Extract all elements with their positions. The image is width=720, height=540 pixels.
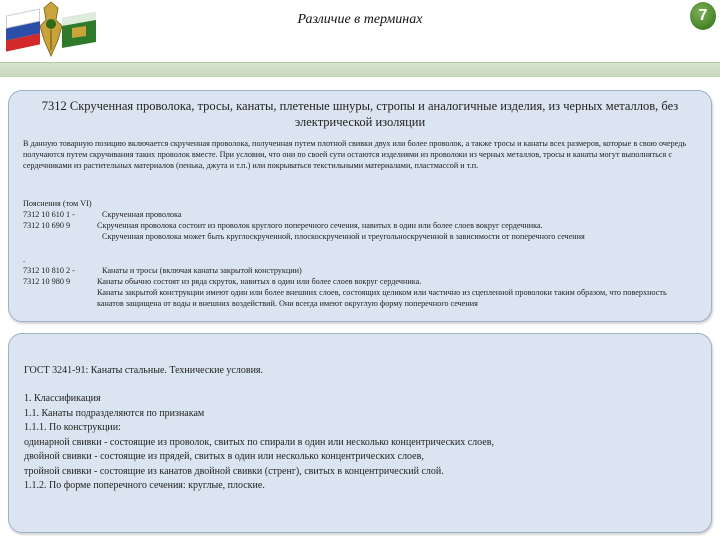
row-code: 7312 10 980 9 <box>23 277 71 286</box>
list-item: тройной свивки - состоящие из канатов двойной свивки (стренг), свитых в концентрический слой. <box>24 465 444 477</box>
gost-title: ГОСТ 3241-91: Канаты стальные. Технические условия. <box>24 365 264 376</box>
tariff-heading: 7312 Скрученная проволока, тросы, канаты, плетеные шнуры, стропы и аналогичные изделия, из черных металлов, без электрической изоляции <box>41 99 679 129</box>
header-divider <box>0 62 720 77</box>
notes-heading: Пояснения (том VI) <box>23 199 92 208</box>
list-item: двойной свивки - состоящие из прядей, свитых в один или несколько концентрических слоев, <box>24 451 424 462</box>
row-text: Скрученная проволока может быть круглоскрученной, плоскоскрученной и треугольноскрученной в зависимости от поперечного сечения <box>102 232 585 241</box>
row-text: Канаты обычно состоят из ряда скруток, навитых в один или более слоев вокруг сердечника. <box>97 277 422 286</box>
tariff-intro-text: В данную товарную позицию включается скрученная проволока, полученная путем плотной свивки двух или более проволок, а также тросы и канаты всех размеров, которые в свою очередь получаются путем скручивания таких проволок вместе. При условии, что они по своей сути остаются изделиями из проволоки из черных металлов, тросы и канаты могут выполняться с сердечниками из растительных материалов (пенька, джута и т.п.) или покрываться текстильными материалами, пластмассой и т.п. <box>23 139 687 170</box>
list-item: 1.1.2. По форме поперечного сечения: круглые, плоские. <box>24 480 265 491</box>
row-code: 7312 10 810 2 - <box>23 266 75 275</box>
row-text: Канаты и тросы (включая канаты закрытой конструкции) <box>102 266 302 275</box>
row-code: 7312 10 690 9 <box>23 221 71 230</box>
list-item: 1. Классификация <box>24 393 101 404</box>
gost-classification-list <box>24 392 494 494</box>
list-item: одинарной свивки - состоящие из проволок, свитых по спирали в один или несколько концентрических слоев, <box>24 436 494 448</box>
slide-title: Различие в терминах <box>297 12 423 27</box>
gost-standard-panel <box>8 333 712 533</box>
row-text: Скрученная проволока состоит из проволок круглого поперечного сечения, навитых в один или более слоев вокруг сердечника. <box>97 221 543 230</box>
customs-emblem-icon <box>38 0 64 58</box>
slide-header <box>0 0 720 62</box>
row-code: . <box>23 255 26 264</box>
logo-group <box>2 0 100 60</box>
row-text: Канаты закрытой конструкции имеют один или более внешних слоев, состоящих целиком или частично из сцепленной проволоки таким образом, что поверхность канатов защищена от воды и внешних воздействий. Они всегда имеют округлую форму поперечного сечения <box>97 288 667 308</box>
page-number-badge: 7 <box>690 2 716 30</box>
tariff-explanation-panel <box>8 90 712 322</box>
row-text: Скрученная проволока <box>102 210 182 219</box>
row-code: 7312 10 610 1 - <box>23 210 75 219</box>
list-item: 1.1. Канаты подразделяются по признакам <box>24 407 205 419</box>
list-item: 1.1.1. По конструкции: <box>24 422 121 433</box>
